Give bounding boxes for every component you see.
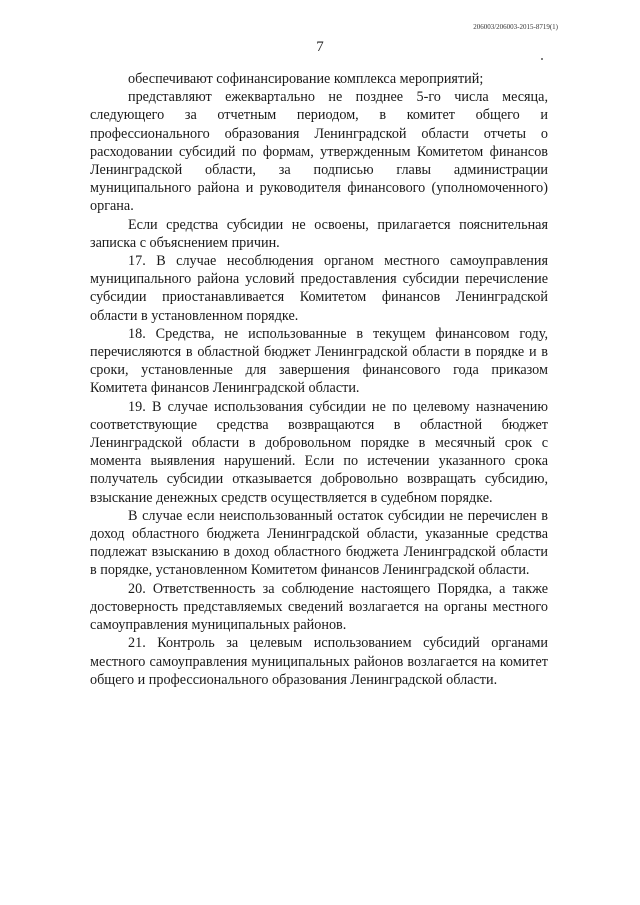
document-body (90, 70, 548, 689)
paragraph: представляют ежеквартально не позднее 5-го числа месяца, следующего за отчетным периодом, в комитет общего и профессионального образования Ленинградской области отчеты о расходовании субсидий по формам, утвержденным Комитетом финансов Ленинградской области, за подписью главы администрации муниципального района и руководителя финансового (уполномоченного) органа. (90, 89, 548, 215)
scan-speck (541, 58, 543, 60)
paragraph: В случае если неиспользованный остаток субсидии не перечислен в доход областного бюджета Ленинградской области, указанные средства подлежат взысканию в доход областного бюджета Ленинградской области в порядке, установленном Комитетом финансов Ленинградской области. (90, 507, 548, 579)
paragraph: Если средства субсидии не освоены, прилагается пояснительная записка с объяснением причин. (90, 216, 548, 251)
paragraph: 17. В случае несоблюдения органом местного самоуправления муниципального района условий предоставления субсидии перечисление субсидии приостанавливается Комитетом финансов Ленинградской области в установленном порядке. (90, 253, 548, 324)
document-id: 206003/206003-2015-8719(1) (473, 23, 558, 31)
paragraph: обеспечивают софинансирование комплекса мероприятий; (128, 71, 484, 87)
paragraph: 21. Контроль за целевым использованием субсидий органами местного самоуправления муниципальных районов возлагается на комитет общего и профессионального образования Ленинградской области. (90, 635, 548, 688)
paragraph: 20. Ответственность за соблюдение настоящего Порядка, а также достоверность представляемых сведений возлагается на органы местного самоуправления муниципальных районов. (90, 580, 548, 634)
page-number: 7 (316, 39, 324, 55)
paragraph: 18. Средства, не использованные в текущем финансовом году, перечисляются в областной бюджет Ленинградской области в порядке и в сроки, установленные для завершения финансового года приказом Комитета финансов Ленинградской области. (90, 325, 548, 397)
paragraph: 19. В случае использования субсидии не по целевому назначению соответствующие средства возвращаются в областной бюджет Ленинградской области в добровольном порядке в месячный срок с момента выявления нарушений. Если по истечении указанного срока получатель субсидии отказывается добровольно возвращать субсидию, взыскание денежных средств осуществляется в судебном порядке. (90, 398, 548, 506)
